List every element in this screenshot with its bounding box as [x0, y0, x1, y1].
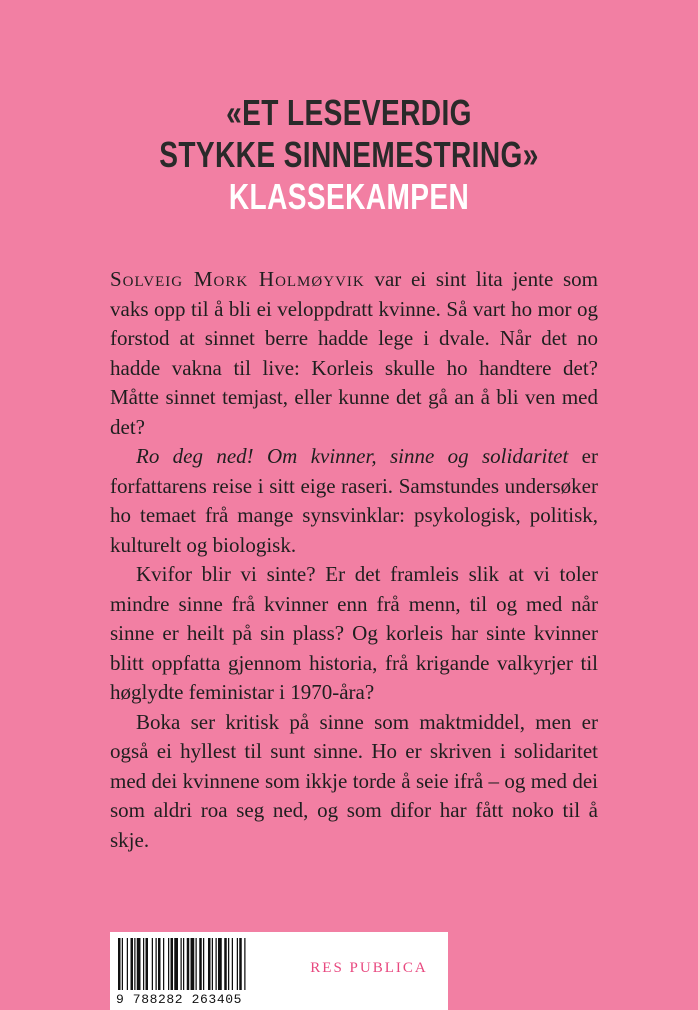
- publisher-name: RES PUBLICA: [310, 960, 428, 976]
- blurb-paragraph-4: Boka ser kritisk på sinne som maktmiddel, men er også ei hyllest til sunt sinne. Ho er skriven i solidaritet med dei kvinnene som ikkje torde å seie ifrå – og med dei som aldri roa seg ned, og som difor har fått noko til å skje.: [110, 709, 598, 852]
- barcode-bar: [171, 938, 174, 990]
- barcode-bar: [218, 938, 222, 990]
- barcode-bar: [134, 938, 135, 990]
- barcode-bar: [137, 938, 141, 990]
- quote-line-2: STYKKE SINNEMESTRING»: [159, 134, 539, 175]
- press-quote: [77, 92, 621, 218]
- quote-line-1: «ET LESEVERDIG: [226, 92, 472, 133]
- barcode-bar: [239, 938, 242, 990]
- barcode-bar: [143, 938, 144, 990]
- blurb-paragraph-1: [110, 265, 598, 442]
- barcode-bar: [228, 938, 229, 990]
- barcode-bar: [156, 938, 157, 990]
- isbn-number: 9 788282 263405: [116, 992, 243, 1007]
- barcode-bar: [168, 938, 169, 990]
- barcode-bar: [122, 938, 123, 990]
- barcode-bar: [237, 938, 238, 990]
- barcode-bar: [212, 938, 213, 990]
- barcode-bar: [216, 938, 217, 990]
- paragraph-2-text: er forfattarens reise i sitt eige raseri. Samstundes undersøker ho temaet frå mange synsvinklar: psykologisk, politisk, kulturelt og biologisk.: [110, 444, 598, 557]
- barcode-bar: [163, 938, 164, 990]
- barcode-panel: [110, 932, 448, 1010]
- barcode-bar: [158, 938, 161, 990]
- barcode-bar: [187, 938, 190, 990]
- barcode-image: [116, 938, 286, 992]
- barcode-bar: [127, 938, 128, 990]
- barcode-bar: [191, 938, 195, 990]
- blurb-paragraph-2: [110, 442, 598, 560]
- barcode-bar: [131, 938, 134, 990]
- barcode-bar: [146, 938, 149, 990]
- barcode-bar: [181, 938, 182, 990]
- barcode-bar: [232, 938, 233, 990]
- book-title: Ro deg ned! Om kvinner, sinne og solidaritet: [136, 444, 569, 468]
- blurb-paragraph-3: Kvifor blir vi sinte? Er det framleis slik at vi toler mindre sinne frå kvinner enn frå menn, til og med når sinne er heilt på sin plass? Og korleis har sinte kvinner blitt oppfatta gjennom historia, frå krigande valkyrjer til høglydte feministar i 1970-åra?: [110, 562, 598, 704]
- barcode-bar: [118, 938, 121, 990]
- quote-source: KLASSEKAMPEN: [228, 176, 470, 217]
- author-name: Solveig Mork Holmøyvik: [110, 267, 365, 291]
- barcode-bar: [174, 938, 178, 990]
- barcode-bar: [208, 938, 211, 990]
- barcode-bar: [196, 938, 197, 990]
- barcode-bar: [203, 938, 204, 990]
- paragraph-1-text: var ei sint lita jente som vaks opp til å bli ei veloppdratt kvinne. Så vart ho mor og forstod at sinnet berre hadde lege i dvale. Når det no hadde vakna til live: Korleis skulle ho handtere det? Måtte sinnet temjast, eller kunne det gå an å bli ven med det?: [110, 267, 598, 439]
- barcode-bar: [244, 938, 245, 990]
- barcode-bar: [199, 938, 202, 990]
- barcode-bar: [224, 938, 227, 990]
- barcode-bar: [152, 938, 153, 990]
- blurb-text: [110, 265, 598, 855]
- barcode-bar: [183, 938, 184, 990]
